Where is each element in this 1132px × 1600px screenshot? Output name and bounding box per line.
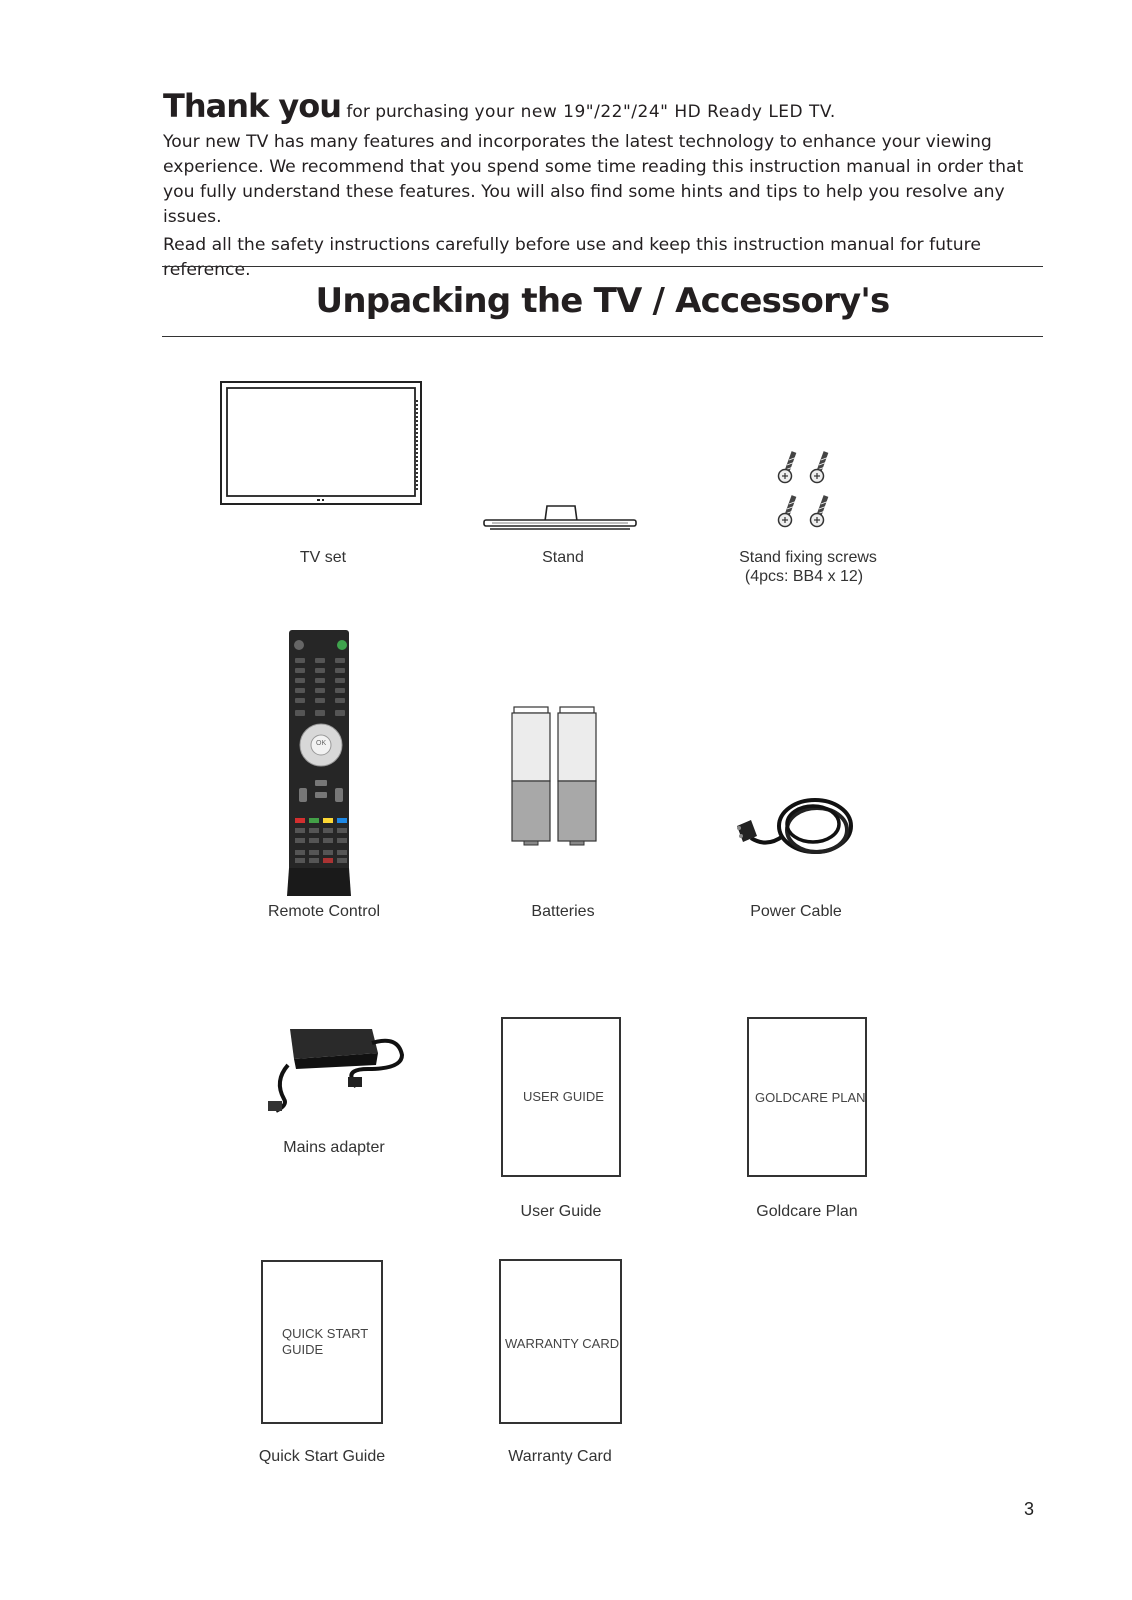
goldcare-plan-label: Goldcare Plan [756,1203,858,1220]
bottom-divider [162,336,1043,337]
intro-section [163,88,1033,283]
mains-adapter-label: Mains adapter [283,1139,385,1156]
user-guide-cover-text: USER GUIDE [523,1089,604,1104]
quick-start-guide-label: Quick Start Guide [258,1448,386,1465]
mains-adapter-image [268,1025,408,1115]
goldcare-plan-booklet [747,1017,867,1177]
user-guide-booklet [501,1017,621,1177]
warranty-card-booklet [499,1259,622,1424]
remote-control-label: Remote Control [267,903,381,920]
section-title: Unpacking the TV / Accessory's [315,281,890,321]
stand-label: Stand [542,549,584,566]
power-cable-image [733,790,861,872]
user-guide-label: User Guide [520,1203,602,1220]
remote-ok-text: OK [316,740,327,747]
remote-control-image [285,630,357,898]
intro-paragraph: Your new TV has many features and incorporates the latest technology to enhance your viewing experience. We recommend that you spend some time reading this instruction manual in order that you fully understand these features. You will also find some hints and tips to help you resolve any issues. [163,132,1024,227]
screws-spec-label: (4pcs: BB4 x 12) [744,568,864,585]
goldcare-cover-text: GOLDCARE PLAN [755,1090,866,1105]
warranty-card-label: Warranty Card [508,1448,612,1465]
screws-image [772,448,836,534]
batteries-label: Batteries [531,903,595,920]
safety-paragraph: Read all the safety instructions carefully before use and keep this instruction manual for future reference. [163,235,981,280]
power-cable-label: Power Cable [750,903,842,920]
tv-set-image [219,380,425,508]
quick-start-cover-line1: QUICK START [282,1326,369,1341]
batteries-image [510,705,606,847]
page-number: 3 [1023,1499,1034,1519]
quick-start-guide-booklet [261,1260,383,1424]
tv-set-label: TV set [299,549,347,566]
stand-image [482,500,638,534]
model-text: your new 19"/22"/24" HD Ready LED TV. [474,102,836,122]
quick-start-cover-line2: GUIDE [282,1342,324,1357]
screws-label: Stand fixing screws [739,549,877,566]
thank-you-heading: Thank you [163,87,342,125]
top-divider [162,266,1043,267]
warranty-cover-text: WARRANTY CARD [505,1336,620,1351]
intro-heading [163,88,1033,130]
for-purchasing-text: for purchasing [341,102,475,122]
